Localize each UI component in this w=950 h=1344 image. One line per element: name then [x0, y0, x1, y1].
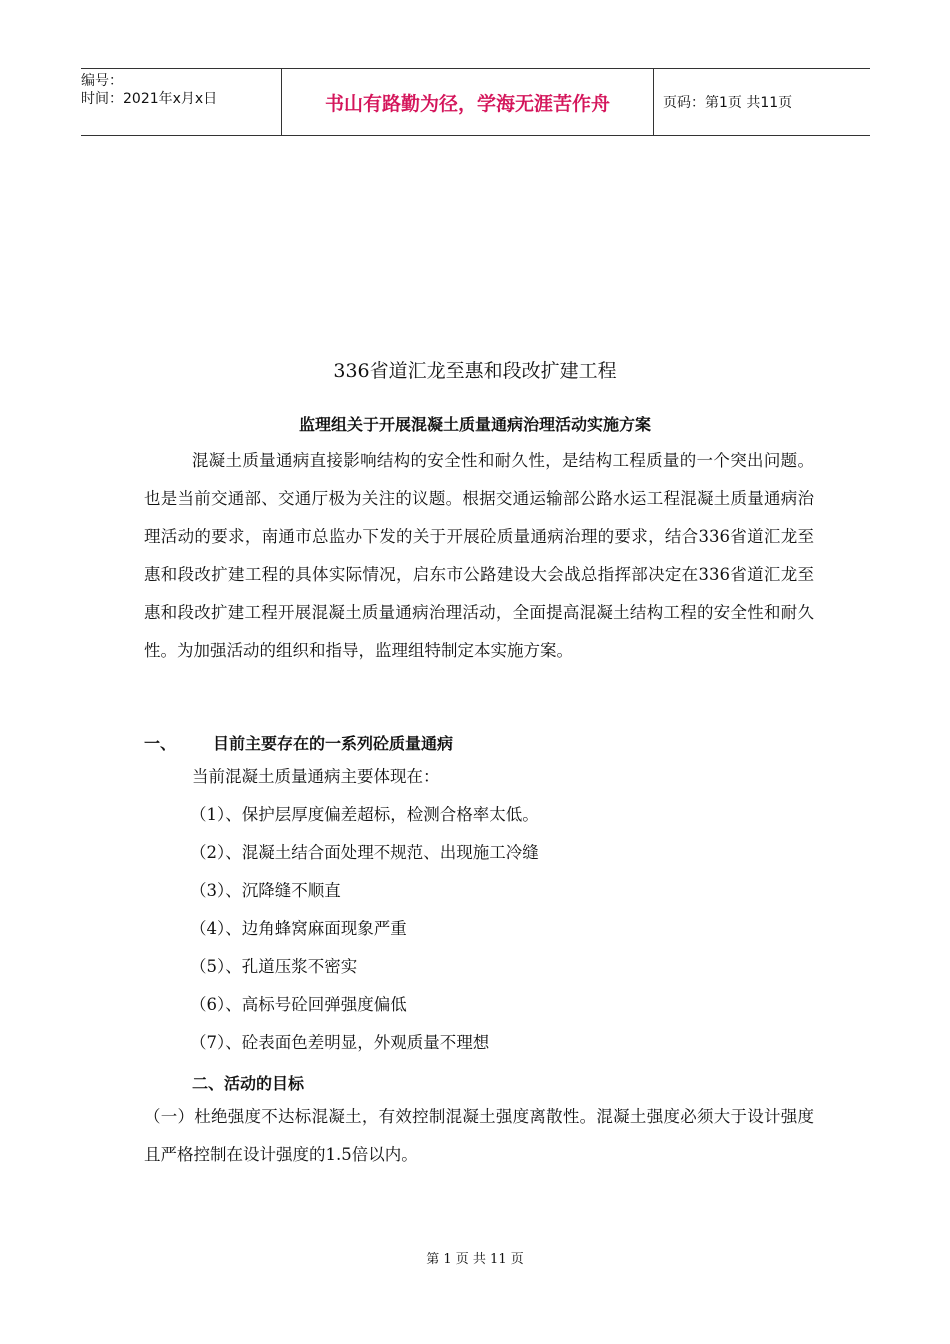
defect-item-3: （3）、沉降缝不顺直 [190, 881, 341, 900]
page-header [81, 68, 870, 136]
defect-item-1: （1）、保护层厚度偏差超标，检测合格率太低。 [190, 805, 539, 824]
section1-heading: 目前主要存在的一系列砼质量通病 [213, 734, 454, 753]
section2-heading: 二、活动的目标 [192, 1074, 305, 1093]
section2-paragraph: （一）杜绝强度不达标混凝土，有效控制混凝土强度离散性。混凝土强度必须大于设计强度且严格控制在设计强度的1.5倍以内。 [144, 1107, 814, 1165]
document-subtitle: 监理组关于开展混凝土质量通病治理活动实施方案 [298, 415, 651, 434]
defect-item-4: （4）、边角蜂窝麻面现象严重 [190, 919, 407, 938]
document-number-label: 编号： [81, 73, 123, 89]
section1-lead: 当前混凝土质量通病主要体现在： [192, 767, 440, 786]
defect-item-6: （6）、高标号砼回弹强度偏低 [190, 995, 407, 1014]
page-footer: 第 1 页 共 11 页 [426, 1252, 524, 1267]
document-title: 336省道汇龙至惠和段改扩建工程 [333, 360, 617, 382]
defect-item-7: （7）、砼表面色差明显，外观质量不理想 [190, 1033, 490, 1052]
defect-item-2: （2）、混凝土结合面处理不规范、出现施工冷缝 [190, 843, 539, 862]
header-page-cell [654, 69, 870, 135]
header-meta-cell [81, 69, 281, 135]
intro-paragraph: 混凝土质量通病直接影响结构的安全性和耐久性，是结构工程质量的一个突出问题。也是当前交通部、交通厅极为关注的议题。根据交通运输部公路水运工程混凝土质量通病治理活动的要求，南通市总监办下发的关于开展砼质量通病治理的要求，结合336省道汇龙至惠和段改扩建工程的具体实际情况，启东市公路建设大会战总指挥部决定在336省道汇龙至惠和段改扩建工程开展混凝土质量通病治理活动，全面提高混凝土结构工程的安全性和耐久性。为加强活动的组织和指导，监理组特制定本实施方案。 [144, 451, 814, 661]
header-motto: 书山有路勤为径，学海无涯苦作舟 [324, 92, 610, 115]
header-page-info: 页码：第1页 共11页 [663, 95, 793, 111]
defect-item-5: （5）、孔道压浆不密实 [190, 957, 358, 976]
section1-number: 一、 [144, 734, 177, 753]
header-motto-cell [281, 69, 654, 135]
document-time-label: 时间：2021年x月x日 [81, 91, 218, 107]
